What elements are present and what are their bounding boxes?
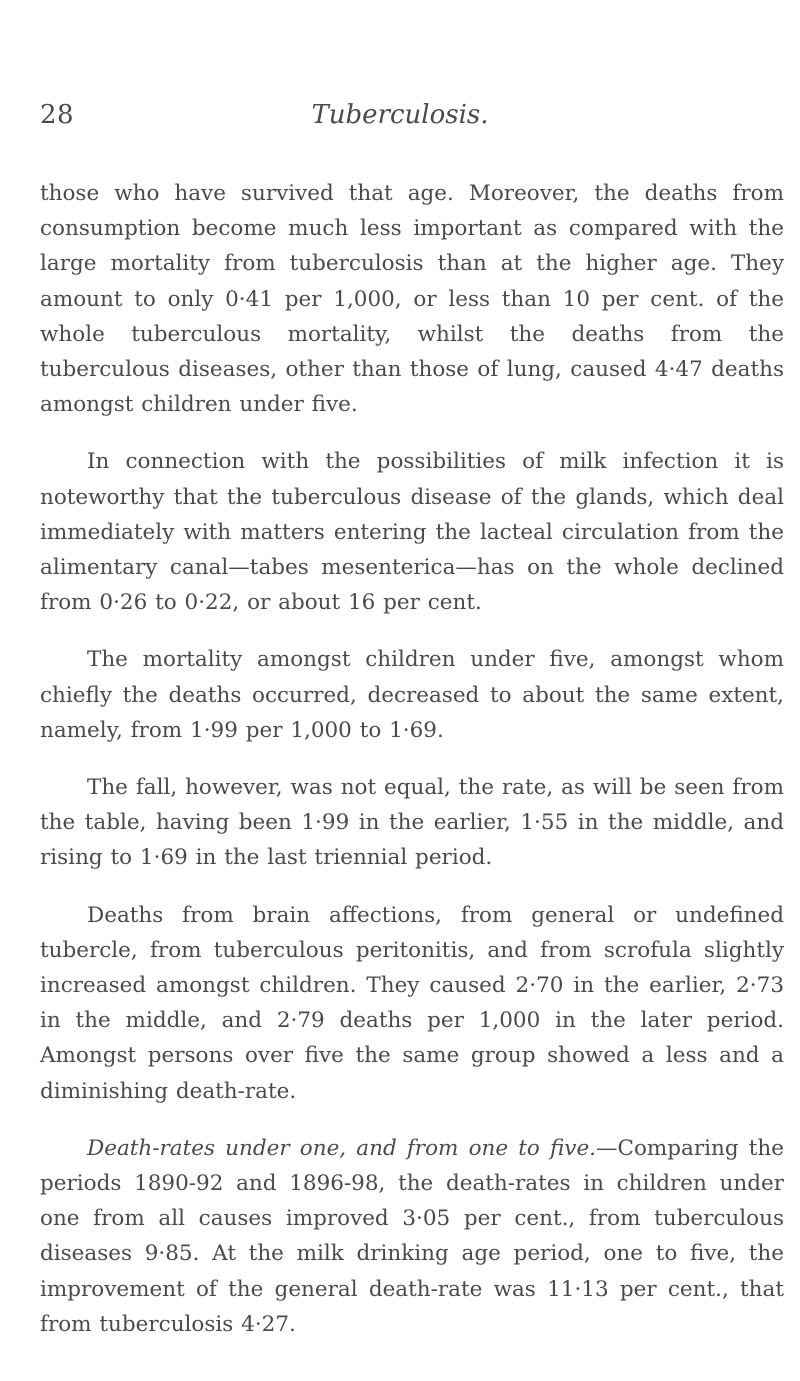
page-header [0, 100, 800, 140]
paragraph-milk-infection: In connection with the possibilities of milk infection it is noteworthy that the tuberculous disease of the glands, which deal immediately with matters entering the lacteal circulation from the alimentary canal—tabes mesenterica—has on the whole declined from 0·26 to 0·22, or about 16 per cent. [40, 449, 784, 616]
body-text [40, 176, 784, 1342]
paragraph-triennial-fall: The fall, however, was not equal, the rate, as will be seen from the table, having been 1·99 in the earlier, 1·55 in the middle, and rising to 1·69 in the last triennial period. [40, 775, 784, 871]
paragraph-children-mortality: The mortality amongst children under five, amongst whom chiefly the deaths occurred, decreased to about the same extent, namely, from 1·99 per 1,000 to 1·69. [40, 647, 784, 743]
paragraph-death-rates [40, 1131, 784, 1342]
section-text: —Comparing the periods 1890-92 and 1896-98, the death-rates in children under one from all causes improved 3·05 per cent., from tuberculous diseases 9·85. At the milk drinking age period, one to five, the improvement of the general death-rate was 11·13 per cent., that from tuberculosis 4·27. [40, 1135, 785, 1337]
page-number: 28 [40, 100, 75, 130]
running-title: Tuberculosis. [311, 100, 489, 130]
paragraph-brain-affections: Deaths from brain affections, from general or undefined tubercle, from tuberculous peritonitis, and from scrofula slightly increased amongst children. They caused 2·70 in the earlier, 2·73 in the middle, and 2·79 deaths per 1,000 in the later period. Amongst persons over five the same group showed a less and a diminishing death-rate. [40, 902, 784, 1104]
section-heading: Death-rates under one, and from one to five. [87, 1135, 597, 1161]
paragraph-consumption-deaths: those who have survived that age. Moreover, the deaths from consumption become much less important as compared with the large mortality from tuberculosis than at the higher age. They amount to only 0·41 per 1,000, or less than 10 per cent. of the whole tuberculous mortality, whilst the deaths from the tuberculous diseases, other than those of lung, caused 4·47 deaths amongst children under five. [40, 181, 784, 418]
